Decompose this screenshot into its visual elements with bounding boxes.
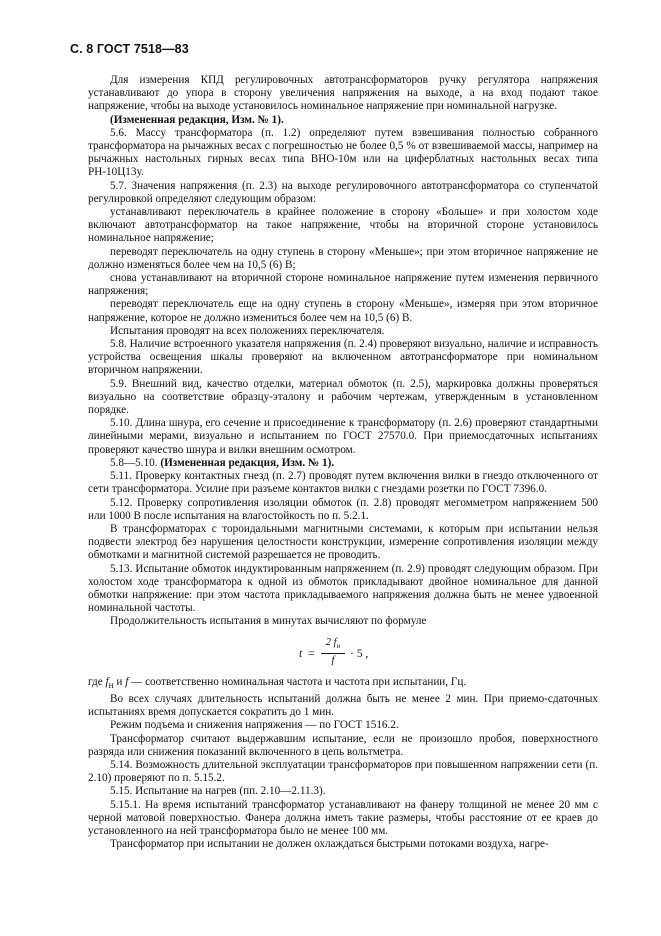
paragraph: 5.7. Значения напряжения (п. 2.3) на выходе регулировочного автотрансформатора со ступенчатой регулировкой определяют следующим образом: <box>88 179 598 205</box>
paragraph: переводят переключатель еще на одну ступень в сторону «Меньше», измеряя при этом вторичное напряжение, которое не должно измениться более чем на 10,5 (6) В. <box>88 298 598 324</box>
paragraph: Испытания проводят на всех положениях переключателя. <box>110 324 385 337</box>
formula-num-sub: н <box>336 640 341 650</box>
paragraph: 5.12. Проверку сопротивления изоляции обмоток (п. 2.8) проводят мегомметром напряжением 500 или 1000 В после испытания на влагостойкость по п. 5.2.1. <box>88 496 598 522</box>
formula-denominator: f <box>331 654 335 666</box>
paragraph: 5.14. Возможность длительной эксплуатации трансформаторов при повышенном напряжении сети (п. 2.10) проверяют по п. 5.15.2. <box>88 758 598 785</box>
document-body <box>88 74 598 851</box>
paragraph: Трансформатор при испытании не должен охлаждаться быстрыми потоками воздуха, нагре- <box>110 838 549 851</box>
paragraph: снова устанавливают на вторичной стороне номинальное напряжение путем изменения первичного напряжения; <box>88 272 598 298</box>
paragraph: (Измененная редакция, Изм. № 1). <box>110 113 284 126</box>
where-post: — соответственно номинальная частота и частота при испытании, Гц. <box>128 675 467 688</box>
formula-lhs: t <box>299 647 303 660</box>
paragraph-group-b <box>88 470 598 628</box>
formula <box>88 633 598 673</box>
formula-fraction <box>321 637 345 667</box>
paragraph: Во всех случаях длительность испытаний должна быть не менее 2 мин. При приемо-сдаточных испытаниях время допускается сократить до 1 мин. <box>88 692 598 719</box>
paragraph: 5.10. Длина шнура, его сечение и присоединение к трансформатору (п. 2.6) проверяют стандартными линейными мерами, визуально и испытанием по ГОСТ 27570.0. При приемосдаточных испытаниях проверяют качество шнура и вилки внешним осмотром. <box>88 417 598 456</box>
paragraph: Продолжительность испытания в минутах вычисляют по формуле <box>110 615 427 628</box>
page-header: С. 8 ГОСТ 7518—83 <box>70 42 189 56</box>
paragraph: Режим подъема и снижения напряжения — по ГОСТ 1516.2. <box>110 719 399 732</box>
paragraph: 5.9. Внешний вид, качество отделки, материал обмоток (п. 2.5), маркировка должны проверяться визуально на соответствие образцу-эталону и рабочим чертежам, утвержденным в установленном порядке. <box>88 377 598 417</box>
paragraph-group-a <box>88 74 598 457</box>
formula-num-coef: 2 <box>325 636 331 648</box>
paragraph: 5.8. Наличие встроенного указателя напряжения (п. 2.4) проверяют визуально, наличие и исправность устройства освещения шкалы проверяют на включенном автотрансформаторе при номинальном вторичном напряжении. <box>88 338 598 377</box>
amendment-note: (Измененная редакция, Изм. № 1). <box>160 456 335 469</box>
paragraph: переводят переключатель на одну ступень в сторону «Меньше»; при этом вторичное напряжение не должно изменяться более чем на 10,5 (6) В; <box>88 245 598 271</box>
formula-numerator <box>321 637 345 652</box>
formula-equals: = <box>308 647 315 660</box>
paragraph-group-c <box>88 693 598 851</box>
formula-num-var: f <box>333 636 337 648</box>
paragraph: В трансформаторах с тороидальными магнитными системами, к которым при испытании нельзя подвести электрод без нарушения целостности конструкции, измерение сопротивления изоляции между обмотками и магнитной системой разрешается не проводить. <box>88 522 598 562</box>
formula-where-line <box>88 676 598 693</box>
where-mid: и <box>113 675 126 688</box>
paragraph: 5.15. Испытание на нагрев (пп. 2.10—2.11.3). <box>110 785 326 798</box>
paragraph: Трансформатор считают выдержавшим испытание, если не произошло пробоя, поверхностного разряда или снижения показаний включенного в цепь вольтметра. <box>88 732 598 758</box>
paragraph: устанавливают переключатель в крайнее положение в сторону «Больше» и при холостом ходе включают автотрансформатор на такое напряжение, чтобы на вторичной стороне установилось номинальное напряжение; <box>88 206 598 245</box>
paragraph: 5.13. Испытание обмоток индуктированным напряжением (п. 2.9) проводят следующим образом. При холостом ходе трансформатора к одной из обмоток прикладывают двойное номинальное для данной обмотки напряжение: при этом частота прикладываемого напряжения должна быть не менее удвоенной номинальной частоты. <box>88 562 598 615</box>
formula-fraction-bar <box>321 653 345 654</box>
paragraph: Для измерения КПД регулировочных автотрансформаторов ручку регулятора напряжения устанавливают до упора в сторону увеличения напряжения на выходе, а на вход подают такое напряжение, чтобы на выходе установилось номинальное напряжение при номинальной нагрузке. <box>88 74 598 113</box>
where-var1: f <box>105 675 109 688</box>
formula-rest: · 5 , <box>350 647 369 660</box>
paragraph: 5.11. Проверку контактных гнезд (п. 2.7) проводят путем включения вилки в гнездо отключенного от сети трансформатора. Усилие при разъеме контактов вилки с гнездами розетки по ГОСТ 7396.0. <box>88 470 598 496</box>
where-var2: f <box>125 675 129 688</box>
where-pre: где <box>88 675 106 688</box>
where-sub1: н <box>108 680 114 691</box>
paragraph: 5.15.1. На время испытаний трансформатор устанавливают на фанеру толщиной не менее 20 мм с черной матовой поверхностью. Фанера должна иметь такие размеры, чтобы расстояние от ее краев до установленного на ней трансформатора было не менее 100 мм. <box>88 798 598 837</box>
paragraph-5-8-5-10-amendment <box>88 457 598 470</box>
amendment-prefix: 5.8—5.10. <box>110 456 161 469</box>
paragraph: 5.6. Массу трансформатора (п. 1.2) определяют путем взвешивания полностью собранного трансформатора на рычажных весах с погрешностью не более 0,5 % от взвешиваемой массы, например на рычажных настольных гирных весах типа ВНО-10м или на циферблатных настольных весах типа РН-10Ц13у. <box>88 126 598 179</box>
